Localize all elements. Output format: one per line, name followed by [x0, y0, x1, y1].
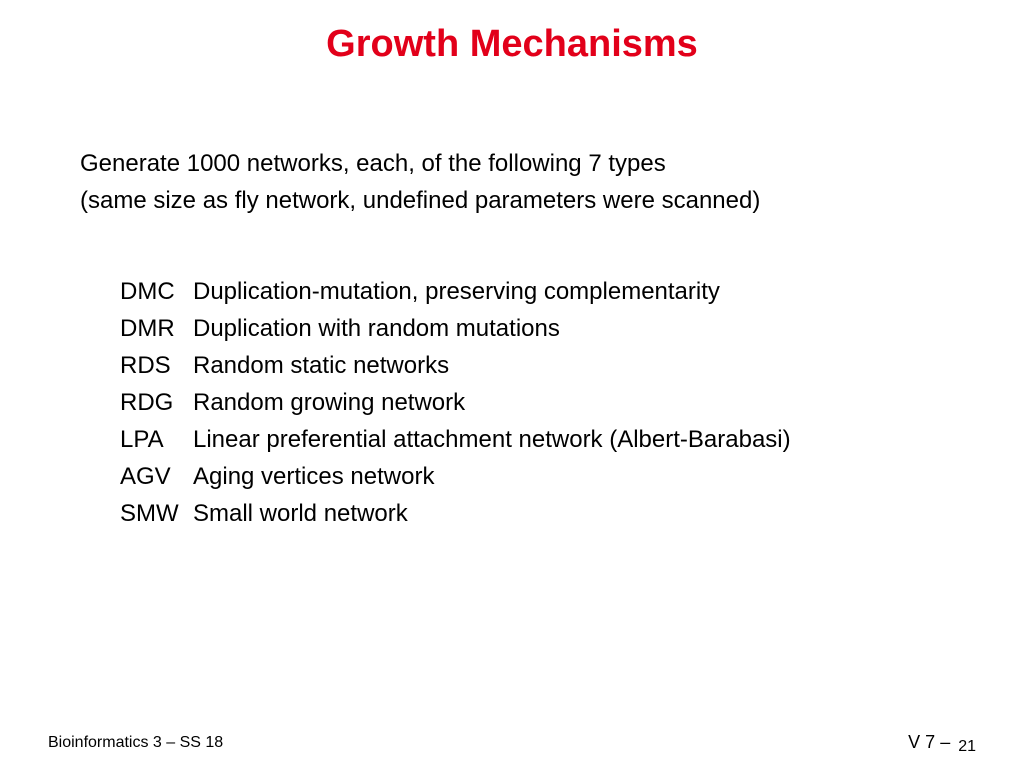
network-type-desc: Small world network [193, 500, 408, 527]
network-type-abbr: SMW [120, 500, 179, 527]
network-type-abbr: RDG [120, 389, 174, 416]
footer-lecture: V 7 – [908, 732, 951, 752]
network-type-abbr: LPA [120, 426, 164, 453]
network-type-desc: Linear preferential attachment network (Albert-Barabasi) [193, 426, 791, 453]
network-type-desc: Random growing network [193, 389, 466, 416]
network-type-abbr: DMR [120, 315, 175, 342]
intro-text [80, 145, 760, 219]
network-type-abbr: DMC [120, 278, 175, 305]
intro-line: Generate 1000 networks, each, of the following 7 types [80, 150, 666, 177]
page-number: 21 [958, 738, 976, 755]
network-type-abbr: AGV [120, 463, 171, 490]
footer-course: Bioinformatics 3 – SS 18 [48, 734, 224, 751]
intro-line: (same size as fly network, undefined parameters were scanned) [80, 187, 761, 214]
footer-page-info [908, 731, 976, 755]
network-type-abbr: RDS [120, 352, 171, 379]
network-type-desc: Duplication-mutation, preserving complementarity [193, 278, 720, 305]
network-type-desc: Duplication with random mutations [193, 315, 560, 342]
slide-title: Growth Mechanisms [326, 23, 698, 65]
network-type-desc: Random static networks [193, 352, 450, 379]
network-type-desc: Aging vertices network [193, 463, 435, 490]
